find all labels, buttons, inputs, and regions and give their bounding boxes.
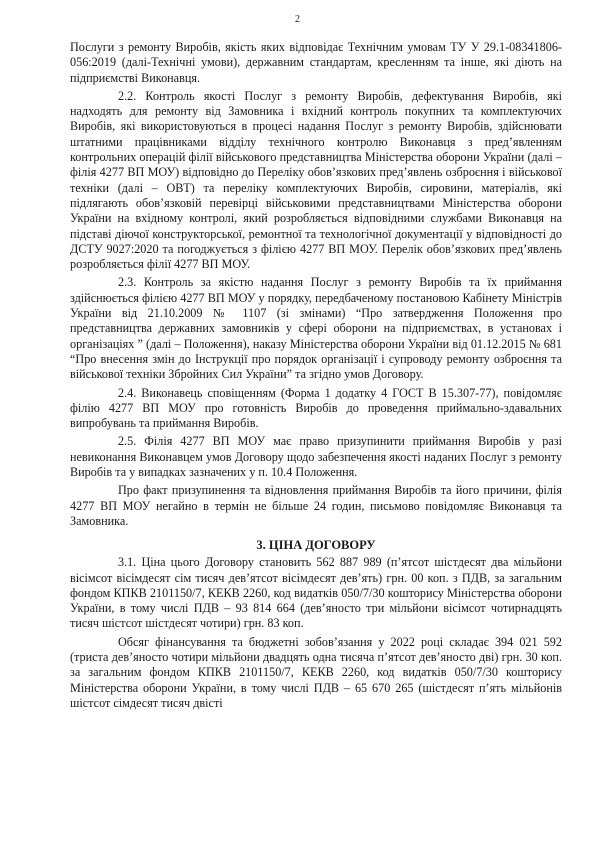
paragraph-3-1: 3.1. Ціна цього Договору становить 562 887 989 (п’ятсот шістдесят два мільйони вісімсот вісімдесят сім тисяч дев’ятсот вісімдесят дев’ять) грн. 00 коп. з ПДВ, за загальним фондом КПКВ 2101150/7, КЕКВ 2260, код видатків 050/7/30 кошторису Міністерства оборони України, в тому числі ПДВ – 93 814 664 (дев’яносто три мільйони вісімсот чотирнадцять тисяч шістсот шістдесят чотири) грн. 83 коп. (70, 555, 562, 631)
paragraph-suspension-notice: Про факт призупинення та відновлення приймання Виробів та його причини, філія 4277 ВП МОУ негайно в термін не більше 24 годин, письмово повідомляє Виконавця та Замовника. (70, 483, 562, 528)
document-body (70, 40, 562, 714)
paragraph-2-3: 2.3. Контроль за якістю надання Послуг з ремонту Виробів та їх приймання здійснюється філією 4277 ВП МОУ у порядку, передбаченому постановою Кабінету Міністрів України від 21.10.2009 № 1107 (зі змінами) “Про затвердження Положення про представництва державних замовників у сфері оборони на підприємствах, в установах і організаціях ” (далі – Положення), наказу Міністерства оборони України від 01.12.2015 № 681 “Про внесення змін до Інструкції про порядок організації і супроводу ремонту озброєння та військової техніки Збройних Сил України” та згідно умов Договору. (70, 275, 562, 382)
section-title-price: 3. ЦІНА ДОГОВОРУ (256, 538, 376, 553)
paragraph-services-intro: Послуги з ремонту Виробів, якість яких відповідає Технічним умовам ТУ У 29.1-08341806-056:2019 (далі-Технічні умови), державним стандартам, кресленням та інше, які діють на підприємстві Виконавця. (70, 40, 562, 85)
paragraph-2-5: 2.5. Філія 4277 ВП МОУ має право призупинити приймання Виробів у разі невиконання Виконавцем умов Договору щодо забезпечення якості наданих Послуг з ремонту Виробів та у випадках зазначених у п. 10.4 Положення. (70, 434, 562, 480)
paragraph-funding-2022: Обсяг фінансування та бюджетні зобов’язання у 2022 році складає 394 021 592 (триста дев’яносто чотири мільйони двадцять одна тисяча п’ятсот дев’яносто дві) грн. 30 коп. за загальним фондом КПКВ 2101150/7, КЕКВ 2260, код видатків 050/7/30 кошторису Міністерства оборони України, в тому числі ПДВ – 65 670 265 (шістдесят п’ять мільйонів шістсот сімдесят тисяч двісті (70, 634, 562, 710)
page-number: 2 (295, 14, 300, 25)
paragraph-2-2: 2.2. Контроль якості Послуг з ремонту Виробів, дефектування Виробів, які надходять для ремонту від Замовника і вхідний контроль покупних та комплектуючих Виробів, які використовуються в процесі надання Послуг з ремонту Виробів, здійснювати штатними працівниками відділу технічного контролю Виконавця з пред’явленням контрольних операцій філії військового представництва Міністерства оборони України (далі – філія 4277 ВП МОУ) відповідно до Переліку обов’язкових пред’явлень озброєння і військової техніки (далі – ОВТ) та переліку комплектуючих Виробів, сировини, матеріалів, які підлягають обов’язковій перевірці військовими представництвами Міністерства оборони України на вхідному контролі, який розробляється відповідними службами Виконавця на підставі діючої конструкторської, ремонтної та технологічної документації у відповідності до ДСТУ 9027:2020 та погоджується з філією 4277 ВП МОУ. Перелік обов’язкових пред’явлень розробляється філії 4277 ВП МОУ. (70, 88, 562, 272)
paragraph-2-4: 2.4. Виконавець сповіщенням (Форма 1 додатку 4 ГОСТ В 15.307-77), повідомляє філію 4277 ВП МОУ про готовність Виробів до проведення приймально-здавальних випробувань та приймання Виробів. (70, 385, 562, 431)
